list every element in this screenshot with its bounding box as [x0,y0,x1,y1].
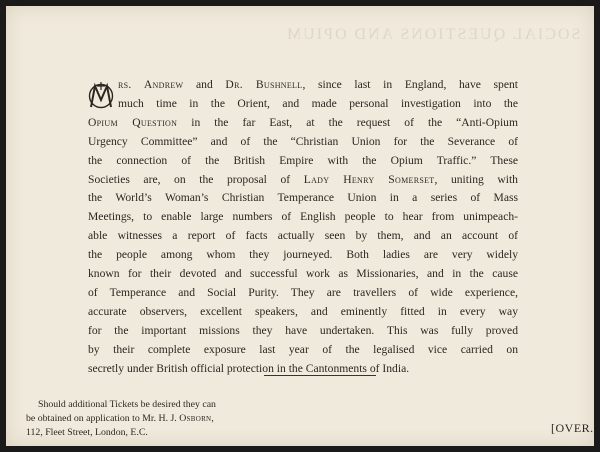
small-caps-text: Dr. Bushnell [225,78,303,91]
text-run: the World’s Woman’s Christian Temperance Union in a series of Mass [88,191,518,205]
text-run: Societies are, on the proposal of [88,172,304,186]
ticket-note-line-2 [26,412,276,426]
text-run: Meetings, to enable large numbers of English people to hear from unimpeach- [88,210,518,224]
paragraph-line [88,303,518,322]
over-label: [OVER. [551,421,594,435]
paragraph-line [88,95,518,114]
show-through-heading: SOCIAL QUESTIONS AND OPIUM [284,26,580,43]
paragraph-line [88,76,518,95]
text-run: , uniting with [434,172,518,186]
paragraph-line [88,189,518,208]
paragraph-line [88,133,518,152]
ticket-note-line-1: Should additional Tickets be desired they can [38,399,216,410]
ticket-note-name: Osborn [179,413,212,424]
small-caps-text: rs. Andrew [118,78,184,91]
ticket-note-prefix: be obtained on application to Mr. H. J. [26,413,180,424]
paragraph-line [88,246,518,265]
text-run: secretly under British official protection in the Cantonments of India. [88,361,410,375]
text-run: Urgency Committee” and of the “Christian Union for the Severance of [88,134,518,148]
paragraph-line [88,284,518,303]
paragraph-line [88,208,518,227]
text-run: accurate observers, excellent speakers, and eminently fitted in every way [88,304,518,318]
text-run: the people among whom they journeyed. Both ladies are very widely [88,248,518,262]
divider-rule [264,375,376,376]
text-run: of Temperance and Social Purity. They are travellers of wide experience, [88,285,518,299]
text-run: the connection of the British Empire with the Opium Traffic.” These [88,153,518,167]
paragraph-lines [88,76,518,379]
ticket-note-address: 112, Fleet Street, London, E.C. [26,427,148,438]
dropcap-m-ornament [88,78,116,112]
text-run: and [183,78,226,91]
text-run: in the far East, at the request of the “Anti-Opium [177,115,518,129]
main-paragraph [88,76,518,379]
paragraph-line [88,152,518,171]
text-run: able witnesses a report of facts actually seen by them, and an account of [88,229,518,243]
paragraph-line [88,114,518,133]
small-caps-text: Opium Question [88,115,178,129]
ticket-note [26,398,276,440]
paragraph-line [88,227,518,246]
text-run: by their complete exposure last year of the legalised vice carried on [88,342,518,356]
paragraph-line [88,265,518,284]
ticket-note-suffix: , [211,413,214,424]
small-caps-text: Lady Henry Somerset [303,172,435,186]
text-run: much time in the Orient, and made personal investigation into the [118,96,518,110]
text-run: for the important missions they have undertaken. This was fully proved [88,323,518,337]
paragraph-line [88,341,518,360]
text-run: , since last in England, have spent [302,78,518,91]
document-page [6,6,594,446]
text-run: known for their devoted and successful work as Missionaries, and in the cause [88,267,518,281]
paragraph-line [88,171,518,190]
paragraph-line [88,322,518,341]
